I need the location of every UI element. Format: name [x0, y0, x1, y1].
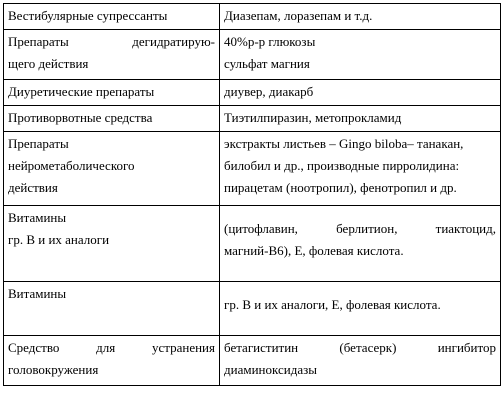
category-text: Препараты дегидратирую- — [8, 34, 215, 49]
category-text: гр. В и их аналоги — [8, 232, 110, 247]
drugs-cell — [220, 80, 501, 106]
drugs-text: билобил и др., производные пирролидина: — [224, 158, 460, 173]
drugs-text: Тиэтилпиразин, метопрокламид — [224, 110, 402, 125]
drugs-cell — [220, 30, 501, 80]
drugs-text: диаминоксидазы — [224, 362, 317, 377]
table-row — [4, 30, 501, 80]
drugs-cell — [220, 106, 501, 132]
category-cell — [4, 132, 220, 206]
table-row — [4, 282, 501, 336]
category-cell — [4, 206, 220, 282]
drugs-text: гр. В и их аналоги, Е, фолевая кислота. — [224, 297, 441, 312]
drugs-text: бетагиститин (бетасерк) ингибитор — [224, 340, 496, 355]
drugs-cell — [220, 206, 501, 282]
drugs-text: магний-В6), Е, фолевая кислота. — [224, 243, 404, 258]
table-row — [4, 206, 501, 282]
drug-table — [3, 3, 501, 386]
drugs-cell — [220, 132, 501, 206]
drugs-text: (цитофлавин, берлитион, тиактоцид, — [224, 221, 496, 236]
drugs-text: 40%р-р глюкозы — [224, 34, 316, 49]
category-cell — [4, 282, 220, 336]
category-text: Витамины — [8, 210, 67, 225]
drugs-text: сульфат магния — [224, 56, 310, 71]
category-text: Витамины — [8, 286, 67, 301]
category-text: Вестибулярные супрессанты — [8, 8, 168, 23]
drugs-text: Диазепам, лоразепам и т.д. — [224, 8, 373, 23]
drugs-text: пирацетам (ноотропил), фенотропил и др. — [224, 180, 457, 195]
category-text: Средство для устранения — [8, 340, 215, 355]
category-text: Препараты — [8, 136, 69, 151]
category-cell — [4, 336, 220, 386]
category-cell — [4, 30, 220, 80]
category-text: нейрометаболического — [8, 158, 135, 173]
table-row — [4, 336, 501, 386]
category-text: Противорвотные средства — [8, 110, 153, 125]
category-text: щего действия — [8, 56, 89, 71]
category-text: действия — [8, 180, 58, 195]
category-cell — [4, 80, 220, 106]
drugs-text: экстракты листьев – Gingo biloba– танакан, — [224, 136, 464, 151]
category-cell — [4, 4, 220, 30]
drugs-text: диувер, диакарб — [224, 84, 314, 99]
table-row — [4, 4, 501, 30]
category-cell — [4, 106, 220, 132]
drugs-cell — [220, 282, 501, 336]
table-row — [4, 106, 501, 132]
category-text: Диуретические препараты — [8, 84, 155, 99]
category-text: головокружения — [8, 362, 99, 377]
drugs-cell — [220, 336, 501, 386]
drugs-cell — [220, 4, 501, 30]
table-row — [4, 132, 501, 206]
table-row — [4, 80, 501, 106]
